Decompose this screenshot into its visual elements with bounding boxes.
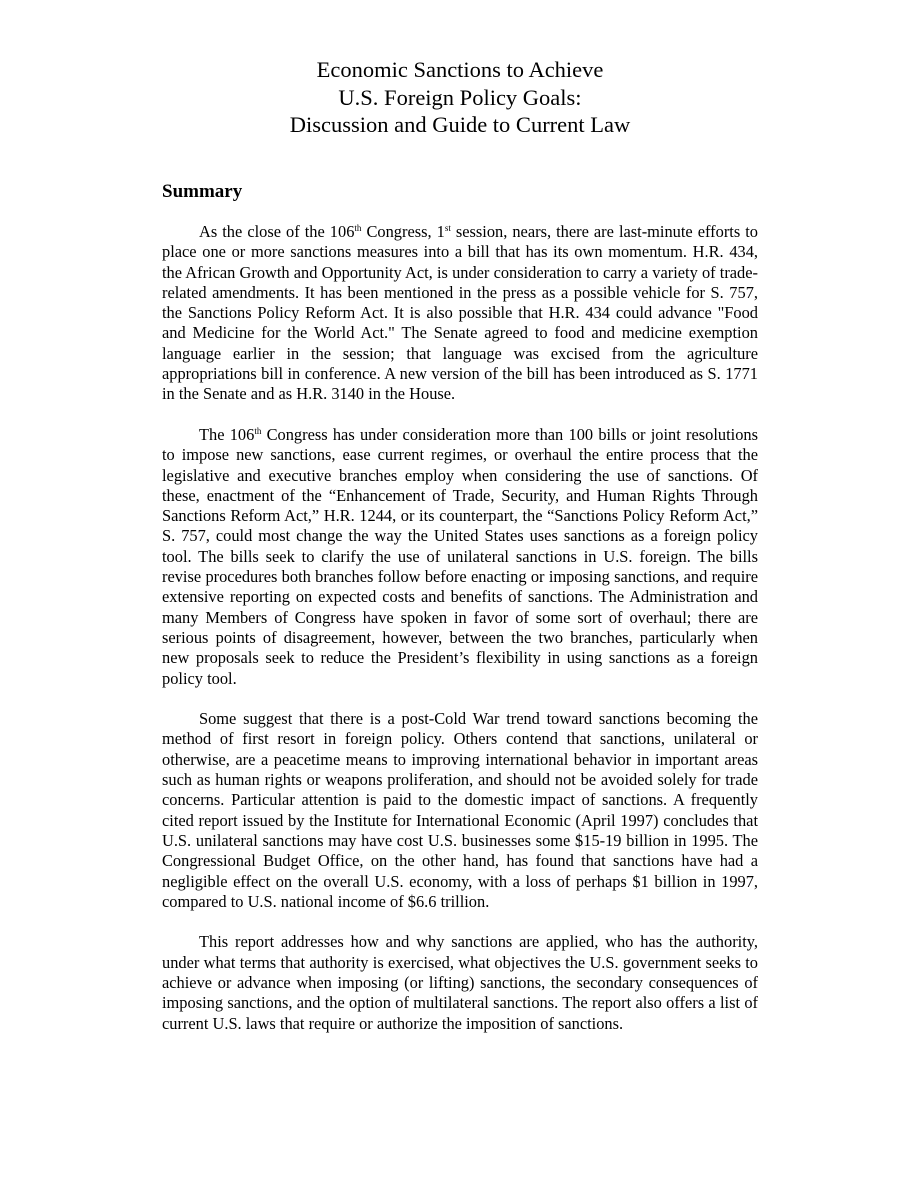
summary-paragraph-3: Some suggest that there is a post-Cold War trend toward sanctions becoming the method of first resort in foreign policy. Others contend that sanctions, unilateral or otherwise, are a peacetime means to improving international behavior in important areas such as human rights or weapons proliferation, and should not be avoided solely for trade concerns. Particular attention is paid to the domestic impact of sanctions. A frequently cited report issued by the Institute for International Economic (April 1997) concludes that U.S. unilateral sanctions may have cost U.S. businesses some $15-19 billion in 1995. The Congressional Budget Office, on the other hand, has found that sanctions have had a negligible effect on the overall U.S. economy, with a loss of perhaps $1 billion in 1997, compared to U.S. national income of $6.6 trillion. [162,709,758,911]
document-title [0,56,920,139]
summary-paragraph-4: This report addresses how and why sanctions are applied, who has the authority, under what terms that authority is exercised, what objectives the U.S. government seeks to achieve or advance when imposing (or lifting) sanctions, the secondary consequences of imposing sanctions, and the option of multilateral sanctions. The report also offers a list of current U.S. laws that require or authorize the imposition of sanctions. [162,932,758,1033]
paragraph-2-text-a: The 106 [199,424,255,444]
ordinal-superscript: th [354,223,362,233]
title-line-2: U.S. Foreign Policy Goals: [338,84,582,110]
summary-body [162,222,758,1034]
summary-paragraph-1 [162,222,758,405]
paragraph-1-text-a: As the close of the 106 [199,222,355,241]
paragraph-1-text-b: Congress, 1 [361,222,445,241]
title-line-3: Discussion and Guide to Current Law [289,112,631,137]
title-line-1: Economic Sanctions to Achieve [316,57,604,82]
summary-paragraph-2 [162,425,758,689]
paragraph-1-text-c: session, nears, there are last-minute efforts to place one or more sanctions measures into a bill that has its own momentum. H.R. 434, the African Growth and Opportunity Act, is under consideration to carry a variety of trade-related amendments. It has been mentioned in the press as a possible vehicle for S. 757, the Sanctions Policy Reform Act. It is also possible that H.R. 434 could advance "Food and Medicine for the World Act." The Senate agreed to food and medicine exemption language earlier in the session; that language was excised from the agriculture appropriations bill in conference. A new version of the bill has been introduced as S. 1771 in the Senate and as H.R. 3140 in the House. [162,222,758,404]
summary-heading: Summary [162,181,243,202]
ordinal-superscript: th [254,425,262,436]
ordinal-superscript: st [444,223,451,233]
paragraph-2-text-b: Congress has under consideration more than 100 bills or joint resolutions to impose new sanctions, ease current regimes, or overhaul the entire process that the legislative and executive branches employ when considering the use of sanctions. Of these, enactment of the “Enhancement of Trade, Security, and Human Rights Through Sanctions Reform Act,” H.R. 1244, or its counterpart, the “Sanctions Policy Reform Act,” S. 757, could most change the way the United States uses sanctions as a foreign policy tool. The bills seek to clarify the use of unilateral sanctions in U.S. foreign. The bills revise procedures both branches follow before enacting or imposing sanctions, and require extensive reporting on expected costs and benefits of sanctions. The Administration and many Members of Congress have spoken in favor of some sort of overhaul; there are serious points of disagreement, however, between the two branches, particularly when new proposals seek to reduce the President’s flexibility in using sanctions as a foreign policy tool. [162,424,758,688]
